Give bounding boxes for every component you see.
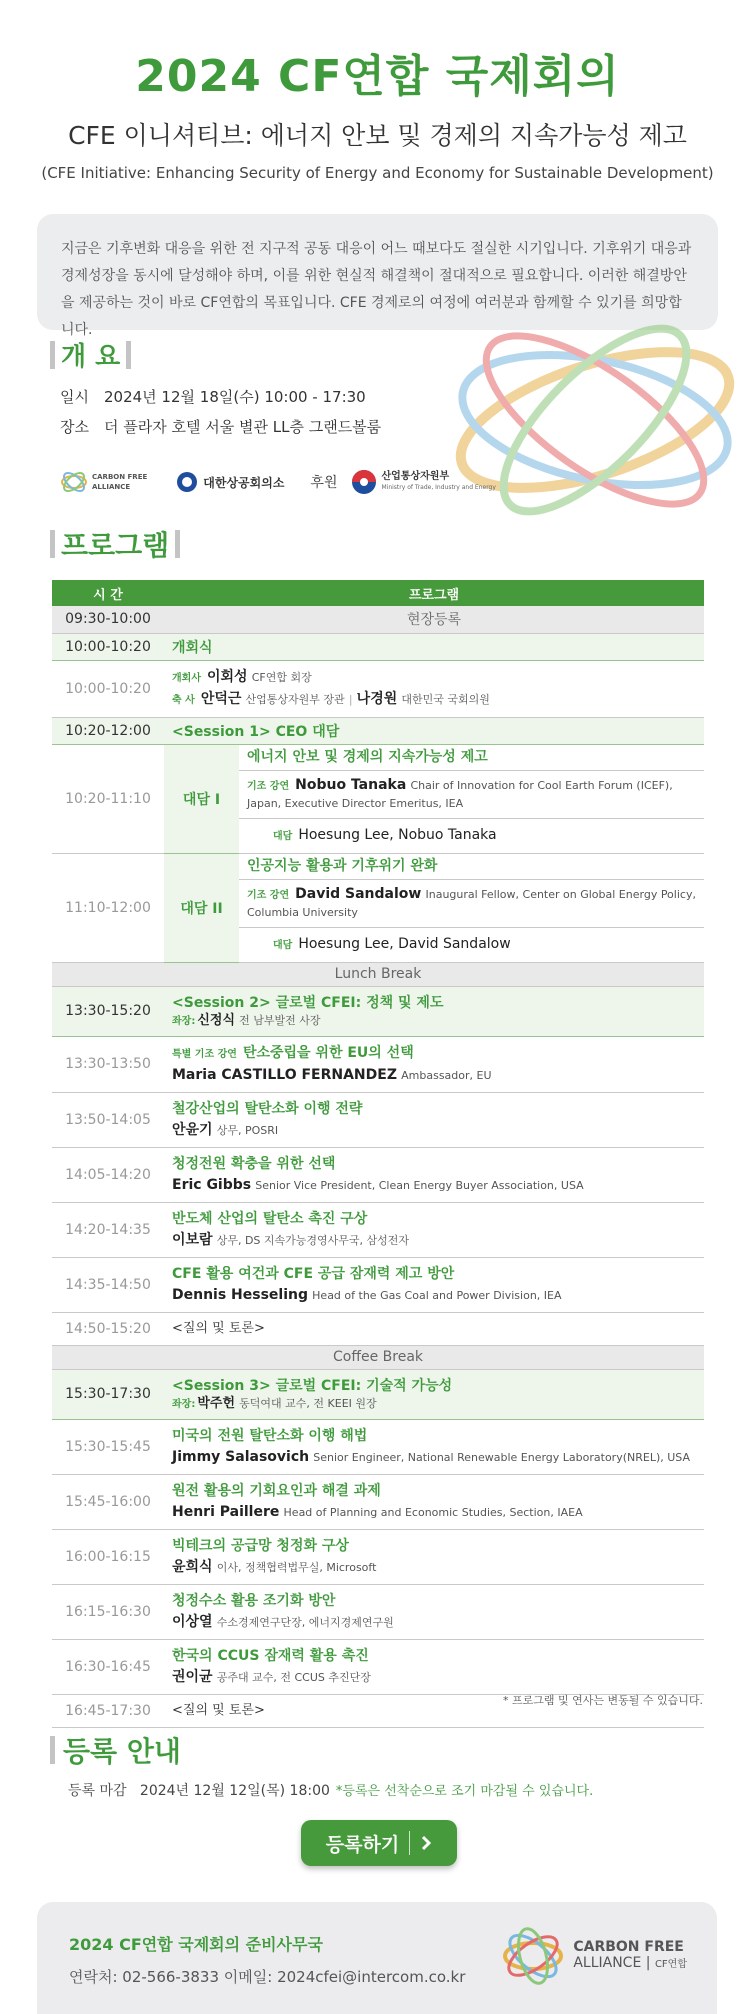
footer-org: 2024 CF연합 국제회의 준비사무국 [69, 1935, 323, 1954]
table-row: 10:00-10:20 개회식 [52, 633, 704, 660]
intro-box: 지금은 기후변화 대응을 위한 전 지구적 공동 대응이 어느 때보다도 절실한 시기입니다. 기후위기 대응과 경제성장을 동시에 달성해야 하며, 이를 위한 현실적 해결책이 절대적으로 필요합니다. 이러한 해결방안을 제공하는 것이 바로 CF연합의 목표입니다. CFE 경제로의 여정에 여러분과 함께할 수 있기를 희망합니다. [37, 214, 718, 330]
table-row: 10:20-11:10 대담 I 에너지 안보 및 경제의 지속가능성 제고 [52, 744, 704, 770]
program-table [52, 580, 704, 1728]
page-title: 2024 CF연합 국제회의 [135, 51, 620, 102]
overview-place: 장소 더 플라자 호텔 서울 별관 LL층 그랜드볼룸 [60, 418, 382, 436]
table-row: 대담 Hoesung Lee, Nobuo Tanaka [52, 818, 704, 853]
footer-logo: CARBON FREE ALLIANCE | CF연합 [501, 1924, 687, 1988]
table-row: 기조 강연 David Sandalow Inaugural Fellow, Center on Global Energy Policy, Columbia University [52, 879, 704, 927]
page-subtitle: CFE 이니셔티브: 에너지 안보 및 경제의 지속가능성 제고 [68, 121, 687, 150]
table-header: 시 간 프로그램 [52, 580, 704, 606]
table-row: 13:50-14:05 철강산업의 탈탄소화 이행 전략 안윤기 상무, POSRI [52, 1092, 704, 1147]
table-row: Lunch Break [52, 962, 704, 986]
header [0, 0, 755, 182]
table-row: 16:30-16:45 한국의 CCUS 잠재력 활용 촉진 권이균 공주대 교수, 전 CCUS 추진단장 [52, 1639, 704, 1694]
footer-contact: 연락처: 02-566-3833 이메일: 2024cfei@intercom.co.kr [69, 1968, 466, 1986]
table-row: 13:30-13:50 특별 기조 강연 탄소중립을 위한 EU의 선택 Maria CASTILLO FERNANDEZ Ambassador, EU [52, 1036, 704, 1092]
table-row: 대담 Hoesung Lee, David Sandalow [52, 927, 704, 962]
table-row: 16:45-17:30 <질의 및 토론> [52, 1694, 704, 1727]
table-row: 14:35-14:50 CFE 활용 여건과 CFE 공급 잠재력 제고 방안 Dennis Hesseling Head of the Gas Coal and Power Division, IEA [52, 1257, 704, 1312]
motie-logo-icon [351, 469, 377, 495]
table-row: 14:20-14:35 반도체 산업의 탈탄소 촉진 구상 이보람 상무, DS 지속가능경영사무국, 삼성전자 [52, 1202, 704, 1257]
cf-alliance-logo-icon [60, 468, 88, 496]
program-note: * 프로그램 및 연사는 변동될 수 있습니다. [503, 1694, 703, 1707]
overview-heading: 개 요 [50, 336, 131, 373]
table-row: 15:30-17:30 <Session 3> 글로벌 CFEI: 기술적 가능성 좌장: 박주헌 동덕여대 교수, 전 KEEI 원장 [52, 1369, 704, 1419]
footer [37, 1902, 717, 2014]
register-button[interactable]: 등록하기 [301, 1820, 457, 1866]
table-row: 16:00-16:15 빅테크의 공급망 청정화 구상 윤희식 이사, 정책협력법무실, Microsoft [52, 1529, 704, 1584]
table-row: 10:00-10:20 개회사 이회성 CF연합 회장 축 사 안덕근 산업통상자원부 장관 | 나경원 대한민국 국회의원 [52, 660, 704, 717]
table-row: 13:30-15:20 <Session 2> 글로벌 CFEI: 정책 및 제도 좌장: 신정식 전 남부발전 사장 [52, 986, 704, 1036]
organizer-logos: CARBON FREE ALLIANCE 대한상공회의소 후원 산업통상자원부 Ministry of Trade, Industry and Energy [60, 468, 496, 496]
table-row: 15:45-16:00 원전 활용의 기회요인과 해결 과제 Henri Paillere Head of Planning and Economic Studies, Section, IAEA [52, 1474, 704, 1529]
program-heading: 프로그램 [50, 524, 180, 564]
table-row: 11:10-12:00 대담 II 인공지능 활용과 기후위기 완화 [52, 853, 704, 879]
decorative-swirl-icon [445, 300, 745, 540]
chevron-right-icon [420, 1835, 432, 1851]
cf-alliance-logo-icon [501, 1924, 565, 1988]
table-row: Coffee Break [52, 1345, 704, 1369]
overview-date: 일시 2024년 12월 18일(수) 10:00 - 17:30 [60, 388, 366, 406]
table-row: 14:50-15:20 <질의 및 토론> [52, 1312, 704, 1345]
page-subtitle-en: (CFE Initiative: Enhancing Security of Energy and Economy for Sustainable Development) [41, 164, 714, 182]
table-row: 10:20-12:00 <Session 1> CEO 대담 [52, 717, 704, 744]
table-row: 기조 강연 Nobuo Tanaka Chair of Innovation for Cool Earth Forum (ICEF), Japan, Executive Director Emeritus, IEA [52, 770, 704, 818]
kcci-logo-icon [175, 470, 199, 494]
table-row: 14:05-14:20 청정전원 확충을 위한 선택 Eric Gibbs Senior Vice President, Clean Energy Buyer Association, USA [52, 1147, 704, 1202]
registration-heading: 등록 안내 [50, 1730, 187, 1770]
table-row: 16:15-16:30 청정수소 활용 조기화 방안 이상열 수소경제연구단장, 에너지경제연구원 [52, 1584, 704, 1639]
registration-deadline: 등록 마감 2024년 12월 12일(목) 18:00 *등록은 선착순으로 조기 마감될 수 있습니다. [68, 1783, 594, 1799]
table-row: 15:30-15:45 미국의 전원 탈탄소화 이행 해법 Jimmy Salasovich Senior Engineer, National Renewable Energy Laboratory(NREL), USA [52, 1419, 704, 1474]
table-row: 09:30-10:00 현장등록 [52, 606, 704, 633]
